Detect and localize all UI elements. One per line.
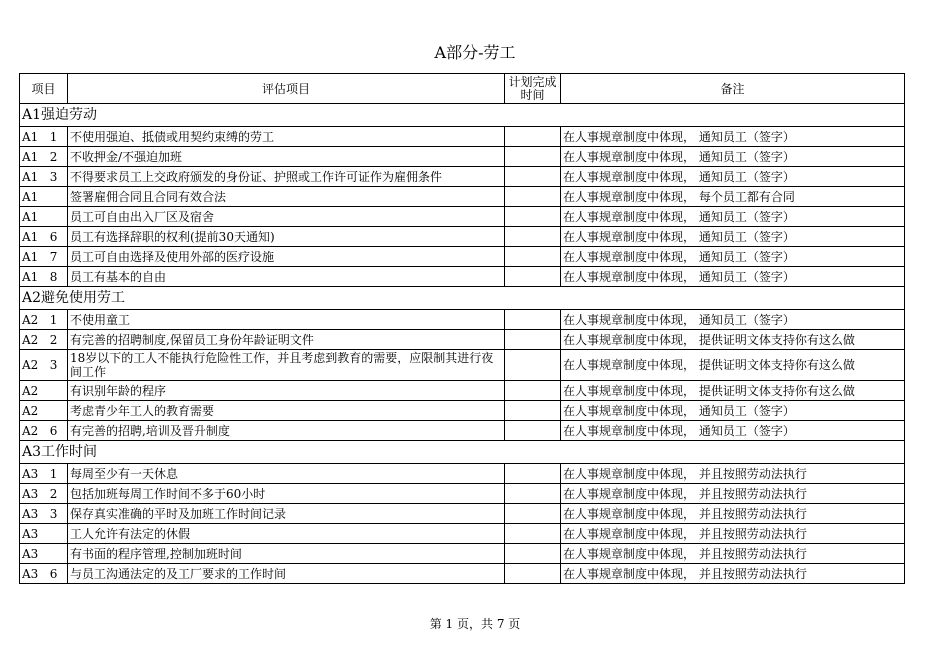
assessment-table-body (20, 74, 905, 584)
item-time (505, 247, 561, 267)
table-row (20, 247, 905, 267)
header-item: 评估项目 (68, 74, 505, 104)
item-code: A1 (20, 207, 68, 227)
item-time (505, 504, 561, 524)
table-row (20, 207, 905, 227)
item-note: 在人事规章制度中体现， 提供证明文体支持你有这么做 (561, 330, 905, 350)
item-text: 签署雇佣合同且合同有效合法 (68, 187, 505, 207)
item-time (505, 401, 561, 421)
table-row (20, 464, 905, 484)
item-time (505, 267, 561, 287)
item-note: 在人事规章制度中体现， 每个员工都有合同 (561, 187, 905, 207)
header-code: 项目 (20, 74, 68, 104)
item-text: 18岁以下的工人不能执行危险性工作，并且考虑到教育的需要，应限制其进行夜间工作 (68, 350, 505, 381)
item-text: 不使用童工 (68, 310, 505, 330)
item-code: A1 6 (20, 227, 68, 247)
page-title: A部分-劳工 (434, 43, 516, 62)
item-text: 有书面的程序管理,控制加班时间 (68, 544, 505, 564)
item-note: 在人事规章制度中体现， 通知员工（签字） (561, 310, 905, 330)
item-time (505, 207, 561, 227)
item-text: 包括加班每周工作时间不多于60小时 (68, 484, 505, 504)
header-note: 备注 (561, 74, 905, 104)
item-text: 每周至少有一天休息 (68, 464, 505, 484)
table-row (20, 227, 905, 247)
item-code: A2 2 (20, 330, 68, 350)
item-note: 在人事规章制度中体现， 通知员工（签字） (561, 401, 905, 421)
item-text: 不得要求员工上交政府颁发的身份证、护照或工作许可证作为雇佣条件 (68, 167, 505, 187)
item-time (505, 167, 561, 187)
item-text: 有识别年龄的程序 (68, 381, 505, 401)
item-code: A2 3 (20, 350, 68, 381)
assessment-table (19, 73, 905, 584)
item-code: A3 (20, 524, 68, 544)
table-row (20, 564, 905, 584)
item-note: 在人事规章制度中体现， 并且按照劳动法执行 (561, 544, 905, 564)
item-note: 在人事规章制度中体现， 通知员工（签字） (561, 127, 905, 147)
item-code: A2 1 (20, 310, 68, 330)
item-text: 员工可自由选择及使用外部的医疗设施 (68, 247, 505, 267)
section-title: A1强迫劳动 (20, 104, 905, 127)
item-note: 在人事规章制度中体现， 通知员工（签字） (561, 207, 905, 227)
item-time (505, 464, 561, 484)
item-note: 在人事规章制度中体现， 提供证明文体支持你有这么做 (561, 350, 905, 381)
page-footer: 第 1 页，共 7 页 (429, 617, 521, 631)
table-row (20, 401, 905, 421)
table-row (20, 330, 905, 350)
table-row (20, 267, 905, 287)
item-note: 在人事规章制度中体现， 通知员工（签字） (561, 227, 905, 247)
item-code: A2 6 (20, 421, 68, 441)
section-title: A3工作时间 (20, 441, 905, 464)
item-code: A1 8 (20, 267, 68, 287)
item-code: A3 6 (20, 564, 68, 584)
item-note: 在人事规章制度中体现， 并且按照劳动法执行 (561, 564, 905, 584)
item-note: 在人事规章制度中体现， 通知员工（签字） (561, 147, 905, 167)
table-row (20, 421, 905, 441)
item-text: 不收押金/不强迫加班 (68, 147, 505, 167)
item-time (505, 227, 561, 247)
item-time (505, 187, 561, 207)
header-time: 计划完成时间 (505, 74, 561, 104)
item-time (505, 564, 561, 584)
item-note: 在人事规章制度中体现， 通知员工（签字） (561, 167, 905, 187)
section-row (20, 441, 905, 464)
item-text: 保存真实准确的平时及加班工作时间记录 (68, 504, 505, 524)
item-text: 员工有基本的自由 (68, 267, 505, 287)
table-row (20, 350, 905, 381)
item-time (505, 421, 561, 441)
item-note: 在人事规章制度中体现， 通知员工（签字） (561, 421, 905, 441)
item-time (505, 381, 561, 401)
item-time (505, 147, 561, 167)
section-row (20, 287, 905, 310)
item-code: A1 (20, 187, 68, 207)
table-row (20, 544, 905, 564)
item-note: 在人事规章制度中体现， 并且按照劳动法执行 (561, 504, 905, 524)
item-time (505, 310, 561, 330)
item-note: 在人事规章制度中体现， 并且按照劳动法执行 (561, 464, 905, 484)
item-note: 在人事规章制度中体现， 通知员工（签字） (561, 247, 905, 267)
item-text: 与员工沟通法定的及工厂要求的工作时间 (68, 564, 505, 584)
item-note: 在人事规章制度中体现， 通知员工（签字） (561, 267, 905, 287)
item-code: A2 (20, 401, 68, 421)
item-time (505, 350, 561, 381)
table-row (20, 524, 905, 544)
item-code: A1 1 (20, 127, 68, 147)
table-header-row (20, 74, 905, 104)
section-row (20, 104, 905, 127)
table-row (20, 484, 905, 504)
table-row (20, 381, 905, 401)
item-code: A3 (20, 544, 68, 564)
item-note: 在人事规章制度中体现， 并且按照劳动法执行 (561, 524, 905, 544)
item-code: A3 1 (20, 464, 68, 484)
item-code: A3 3 (20, 504, 68, 524)
table-row (20, 167, 905, 187)
item-code: A2 (20, 381, 68, 401)
table-row (20, 147, 905, 167)
item-code: A1 3 (20, 167, 68, 187)
item-text: 考虑青少年工人的教育需要 (68, 401, 505, 421)
item-text: 有完善的招聘制度,保留员工身份年龄证明文件 (68, 330, 505, 350)
section-title: A2避免使用劳工 (20, 287, 905, 310)
item-text: 员工有选择辞职的权利(提前30天通知) (68, 227, 505, 247)
item-note: 在人事规章制度中体现， 并且按照劳动法执行 (561, 484, 905, 504)
item-code: A3 2 (20, 484, 68, 504)
table-row (20, 127, 905, 147)
table-row (20, 310, 905, 330)
item-time (505, 330, 561, 350)
item-time (505, 544, 561, 564)
item-text: 有完善的招聘,培训及晋升制度 (68, 421, 505, 441)
item-text: 员工可自由出入厂区及宿舍 (68, 207, 505, 227)
item-time (505, 484, 561, 504)
item-time (505, 524, 561, 544)
item-text: 不使用强迫、抵债或用契约束缚的劳工 (68, 127, 505, 147)
table-row (20, 504, 905, 524)
table-row (20, 187, 905, 207)
item-code: A1 7 (20, 247, 68, 267)
item-code: A1 2 (20, 147, 68, 167)
item-note: 在人事规章制度中体现， 提供证明文体支持你有这么做 (561, 381, 905, 401)
item-text: 工人允许有法定的休假 (68, 524, 505, 544)
item-time (505, 127, 561, 147)
